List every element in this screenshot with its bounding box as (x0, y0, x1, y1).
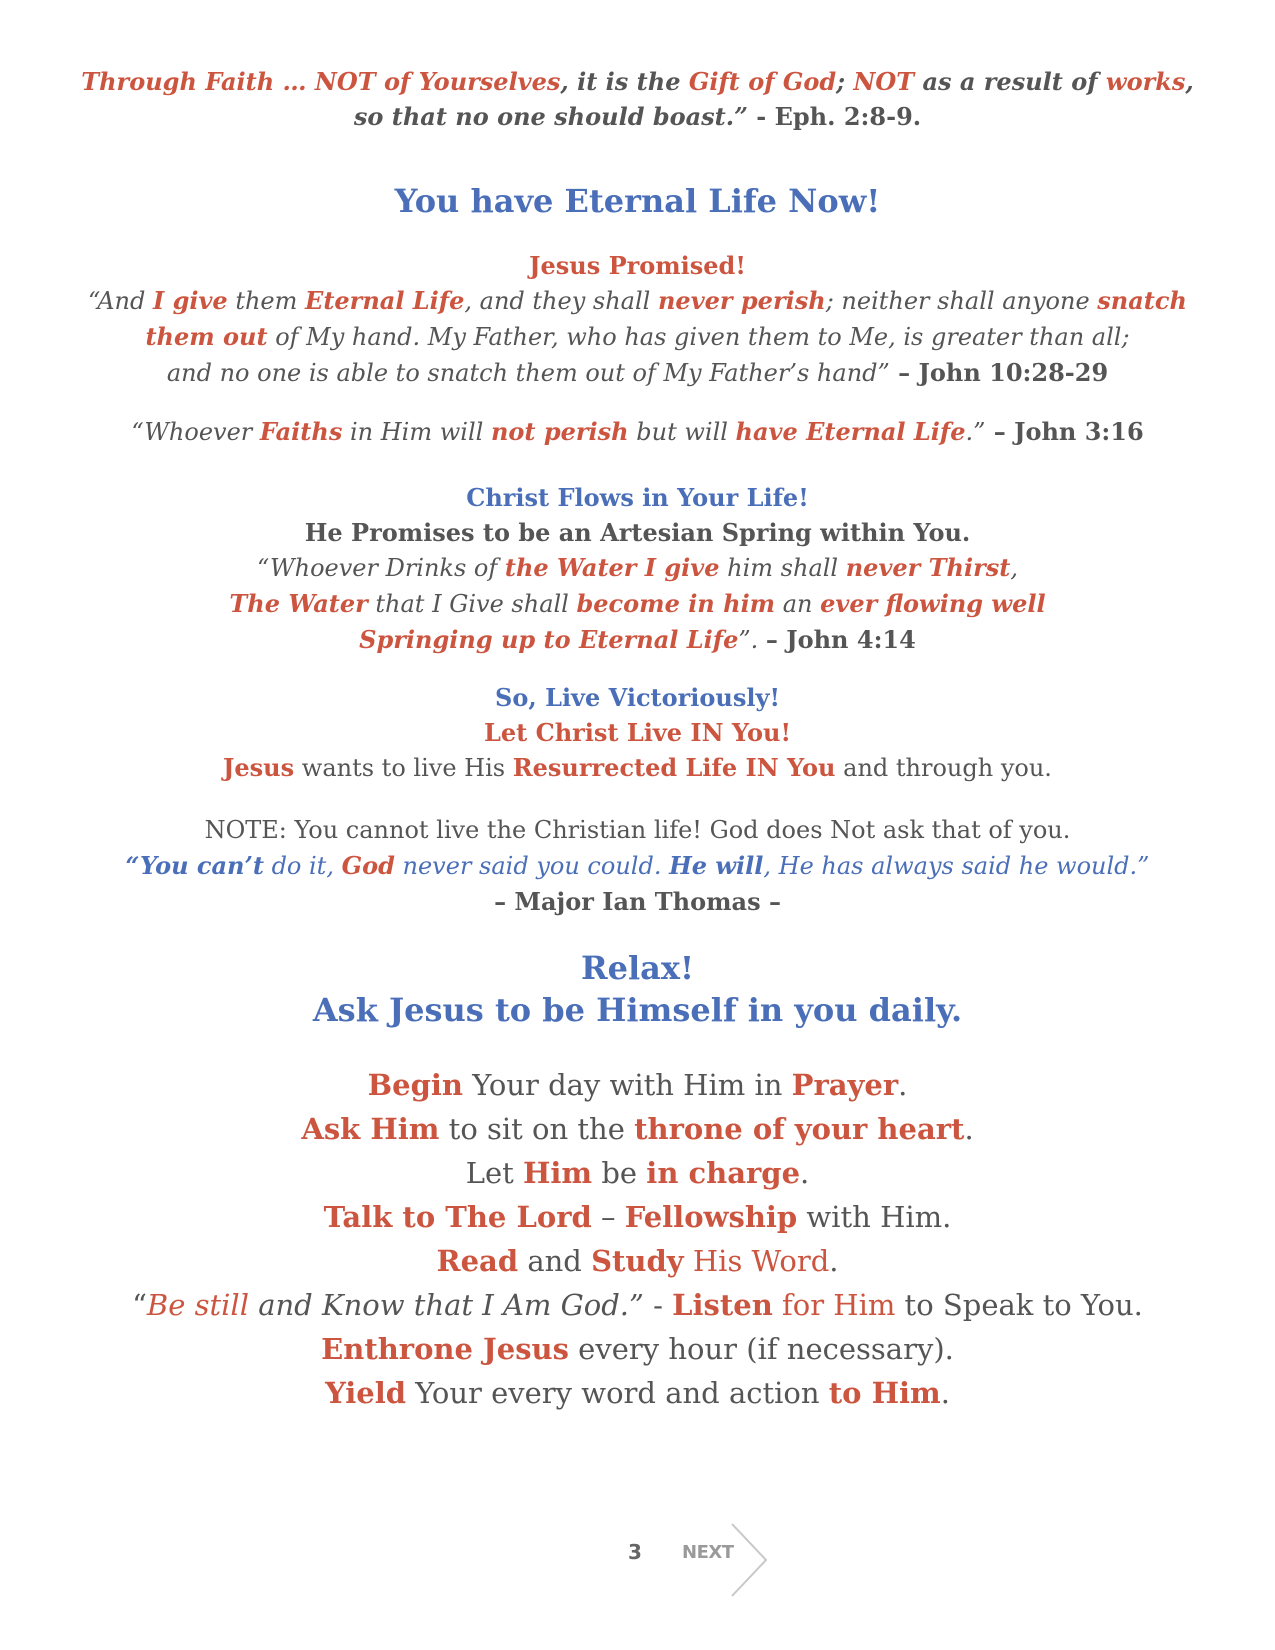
quote-text: ”. (738, 626, 766, 654)
quote-text: Through Faith … NOT of Yourselves (81, 67, 561, 96)
quote-text: , (1185, 67, 1194, 96)
quote-text: so that no one should boast.” (353, 102, 748, 131)
next-page-button[interactable] (676, 1522, 786, 1598)
list-item: Yield Your every word and action to Him. (325, 1376, 950, 1410)
thomas-quote (0, 848, 1275, 884)
list-item: Ask Him to sit on the throne of your heart. (301, 1112, 974, 1146)
quote-text: never Thirst (845, 553, 1011, 582)
quote-text: them out (145, 322, 268, 351)
section-heading: Ask Jesus to be Himself in you daily. (312, 991, 963, 1029)
quote-text: that I Give shall (367, 590, 577, 618)
section-heading: You have Eternal Life Now! (394, 182, 881, 220)
list-item: Begin Your day with Him in Prayer. (367, 1068, 908, 1102)
christ-flows-section (0, 480, 1275, 658)
section-subheading: So, Live Victoriously! (495, 683, 780, 712)
quote-text: in Him will (342, 418, 491, 446)
next-label: NEXT (682, 1542, 734, 1563)
list-item: “Be still and Know that I Am God.” - Listen for Him to Speak to You. (132, 1288, 1143, 1322)
quote-text: works (1105, 67, 1186, 96)
live-victoriously-section (0, 680, 1275, 786)
quote-text: .” (965, 418, 986, 446)
quote-text: “Whoever Drinks of (257, 554, 505, 582)
john-3-16-line (0, 414, 1275, 450)
list-item: Enthrone Jesus every hour (if necessary). (321, 1332, 954, 1366)
john-10-quote-line-2 (0, 319, 1275, 355)
quote-text: “Whoever (131, 418, 260, 446)
quote-text: “You can’t (125, 851, 264, 880)
quote-text: Gift of God (688, 67, 837, 96)
quote-text: and no one is able to snatch them out of My Father’s hand” (166, 359, 890, 387)
quote-text: but will (628, 418, 736, 446)
quote-text: as a result of (914, 67, 1106, 96)
section-subheading: Let Christ Live IN You! (484, 718, 791, 747)
quote-text: The Water (229, 589, 368, 618)
note-section (0, 813, 1275, 919)
quote-text: , (1010, 554, 1018, 582)
body-text: Jesus (223, 753, 295, 782)
scripture-reference: - Eph. 2:8-9. (747, 102, 922, 131)
quote-text: never perish (657, 286, 826, 315)
john-10-quote-line-3 (0, 355, 1275, 391)
john-10-quote-line-1 (0, 283, 1275, 319)
quote-text: of My hand. My Father, who has given them to Me, is greater than all; (267, 323, 1130, 351)
section-subheading: Christ Flows in Your Life! (466, 483, 809, 512)
section-subheading: Jesus Promised! (529, 251, 746, 280)
quote-text: Faiths (259, 417, 343, 446)
quote-text: Springing up to Eternal Life (359, 625, 739, 654)
list-item: Let Him be in charge. (465, 1156, 810, 1190)
body-text: Resurrected Life IN You (512, 753, 836, 782)
eph-quote-line-1 (0, 64, 1275, 99)
eph-quote-line-2 (0, 99, 1275, 134)
body-text: wants to live His (294, 754, 513, 782)
quote-text: , He has always said he would.” (763, 852, 1150, 880)
quote-text: God (341, 851, 395, 880)
quote-text: the Water I give (504, 553, 720, 582)
john-4-quote-line-1 (0, 550, 1275, 586)
quote-text: , and they shall (464, 287, 658, 315)
list-item: Read and Study His Word. (436, 1244, 839, 1278)
eternal-life-heading (0, 180, 1275, 222)
quote-text: ; neither shall anyone (825, 287, 1098, 315)
jesus-promised-section (0, 248, 1275, 391)
john-3-16-quote (0, 414, 1275, 450)
quote-text: do it, (263, 852, 342, 880)
scripture-reference: – John 10:28-29 (889, 358, 1109, 387)
quote-text: ; (836, 67, 854, 96)
daily-list (0, 1063, 1275, 1415)
john-4-quote-line-2 (0, 586, 1275, 622)
quote-text: an (775, 590, 821, 618)
quote-text: I give (153, 286, 228, 315)
quote-text: become in him (576, 589, 776, 618)
quote-text: “And (88, 287, 153, 315)
relax-section (0, 947, 1275, 1031)
quote-text: them (227, 287, 306, 315)
quote-text: have Eternal Life (735, 417, 966, 446)
eph-quote (0, 64, 1275, 134)
quote-text: He will (669, 851, 764, 880)
quote-text: NOT (853, 67, 915, 96)
quote-text: ever flowing well (820, 589, 1046, 618)
list-item: Talk to The Lord – Fellowship with Him. (323, 1200, 952, 1234)
quote-text: snatch (1097, 286, 1187, 315)
live-victoriously-text (0, 750, 1275, 786)
quote-text: never said you could. (394, 852, 670, 880)
quote-text: , it is the (560, 67, 689, 96)
chevron-right-icon (730, 1522, 770, 1598)
section-subheading: He Promises to be an Artesian Spring within You. (304, 518, 971, 547)
page-footer (0, 1520, 1275, 1600)
quote-text: him shall (719, 554, 846, 582)
page-number: 3 (628, 1540, 642, 1564)
note-text: NOTE: You cannot live the Christian life! God does Not ask that of you. (204, 816, 1071, 844)
section-heading: Relax! (581, 949, 694, 987)
quote-text: not perish (490, 417, 629, 446)
scripture-reference: – John 4:14 (765, 625, 916, 654)
body-text: and through you. (835, 754, 1052, 782)
scripture-reference: – John 3:16 (985, 417, 1144, 446)
john-4-quote-line-3 (0, 622, 1275, 658)
quote-attribution: – Major Ian Thomas – (494, 887, 781, 916)
quote-text: Eternal Life (305, 286, 465, 315)
